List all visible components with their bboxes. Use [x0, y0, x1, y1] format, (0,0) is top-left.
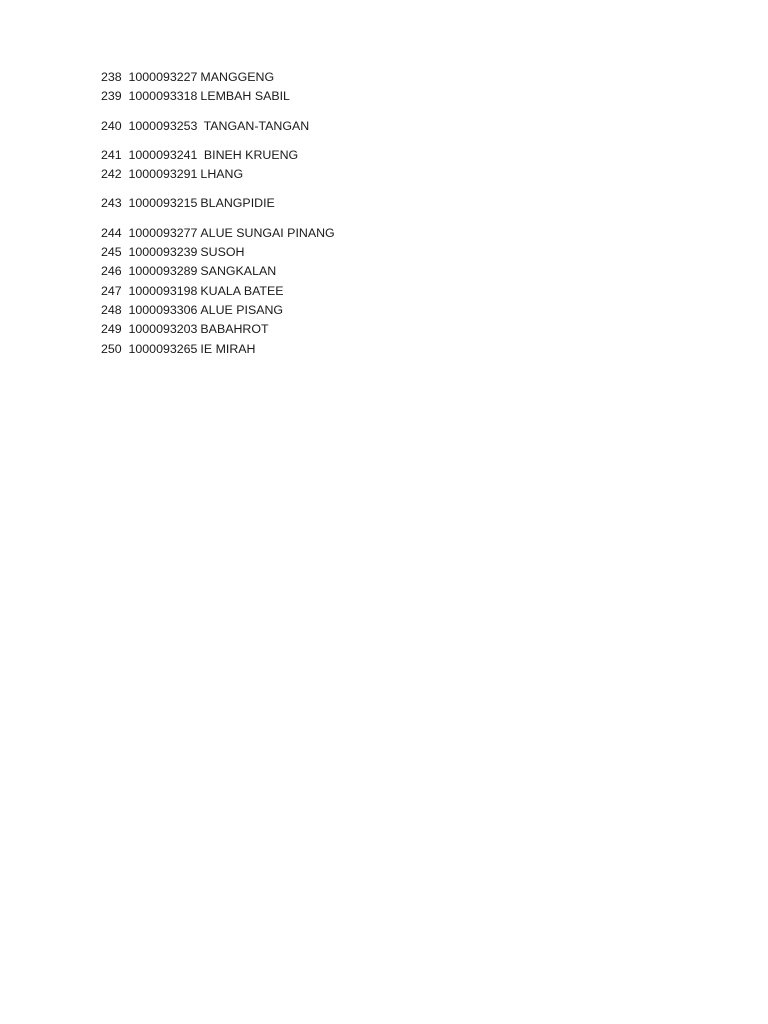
row-code: 1000093318	[128, 89, 198, 104]
list-row	[101, 340, 701, 359]
row-number: 247	[101, 283, 122, 298]
village-list	[101, 68, 701, 359]
row-number: 243	[101, 196, 122, 211]
row-name: KUALA BATEE	[200, 283, 284, 298]
row-number: 249	[101, 322, 122, 337]
row-code: 1000093198	[128, 283, 198, 298]
row-name: LEMBAH SABIL	[200, 89, 290, 104]
row-number: 245	[101, 244, 122, 259]
row-name: BABAHROT	[200, 322, 269, 337]
row-name: SANGKALAN	[200, 264, 277, 279]
list-row	[101, 68, 701, 87]
row-number: 240	[101, 118, 122, 133]
row-code: 1000093239	[128, 244, 198, 259]
list-row	[101, 243, 701, 262]
row-code: 1000093277	[128, 225, 198, 240]
row-number: 248	[101, 303, 122, 318]
row-code: 1000093253	[128, 118, 198, 133]
list-row	[101, 320, 701, 339]
row-code: 1000093265	[128, 341, 198, 356]
row-code: 1000093291	[128, 167, 198, 182]
row-code: 1000093289	[128, 264, 198, 279]
list-row	[101, 224, 701, 243]
row-number: 238	[101, 70, 122, 84]
row-code: 1000093203	[128, 322, 198, 337]
list-row	[101, 146, 701, 165]
row-number: 242	[101, 167, 122, 182]
row-number: 239	[101, 89, 122, 104]
row-name: BINEH KRUENG	[200, 147, 299, 162]
row-number: 241	[101, 147, 122, 162]
row-number: 244	[101, 225, 122, 240]
list-row	[101, 194, 701, 213]
row-name: IE MIRAH	[200, 341, 256, 356]
list-row	[101, 282, 701, 301]
row-code: 1000093227	[128, 70, 198, 84]
list-row	[101, 117, 701, 136]
row-name: ALUE SUNGAI PINANG	[200, 225, 335, 240]
row-name: SUSOH	[200, 244, 245, 259]
row-code: 1000093306	[128, 303, 198, 318]
list-row	[101, 301, 701, 320]
row-name: BLANGPIDIE	[200, 196, 275, 211]
list-row	[101, 262, 701, 281]
row-number: 250	[101, 341, 122, 356]
row-number: 246	[101, 264, 122, 279]
row-name: LHANG	[200, 167, 244, 182]
row-name: ALUE PISANG	[200, 303, 284, 318]
row-name: TANGAN-TANGAN	[200, 118, 310, 133]
row-code: 1000093241	[128, 147, 198, 162]
list-row	[101, 87, 701, 106]
list-row	[101, 165, 701, 184]
row-name: MANGGENG	[200, 70, 275, 84]
row-code: 1000093215	[128, 196, 198, 211]
